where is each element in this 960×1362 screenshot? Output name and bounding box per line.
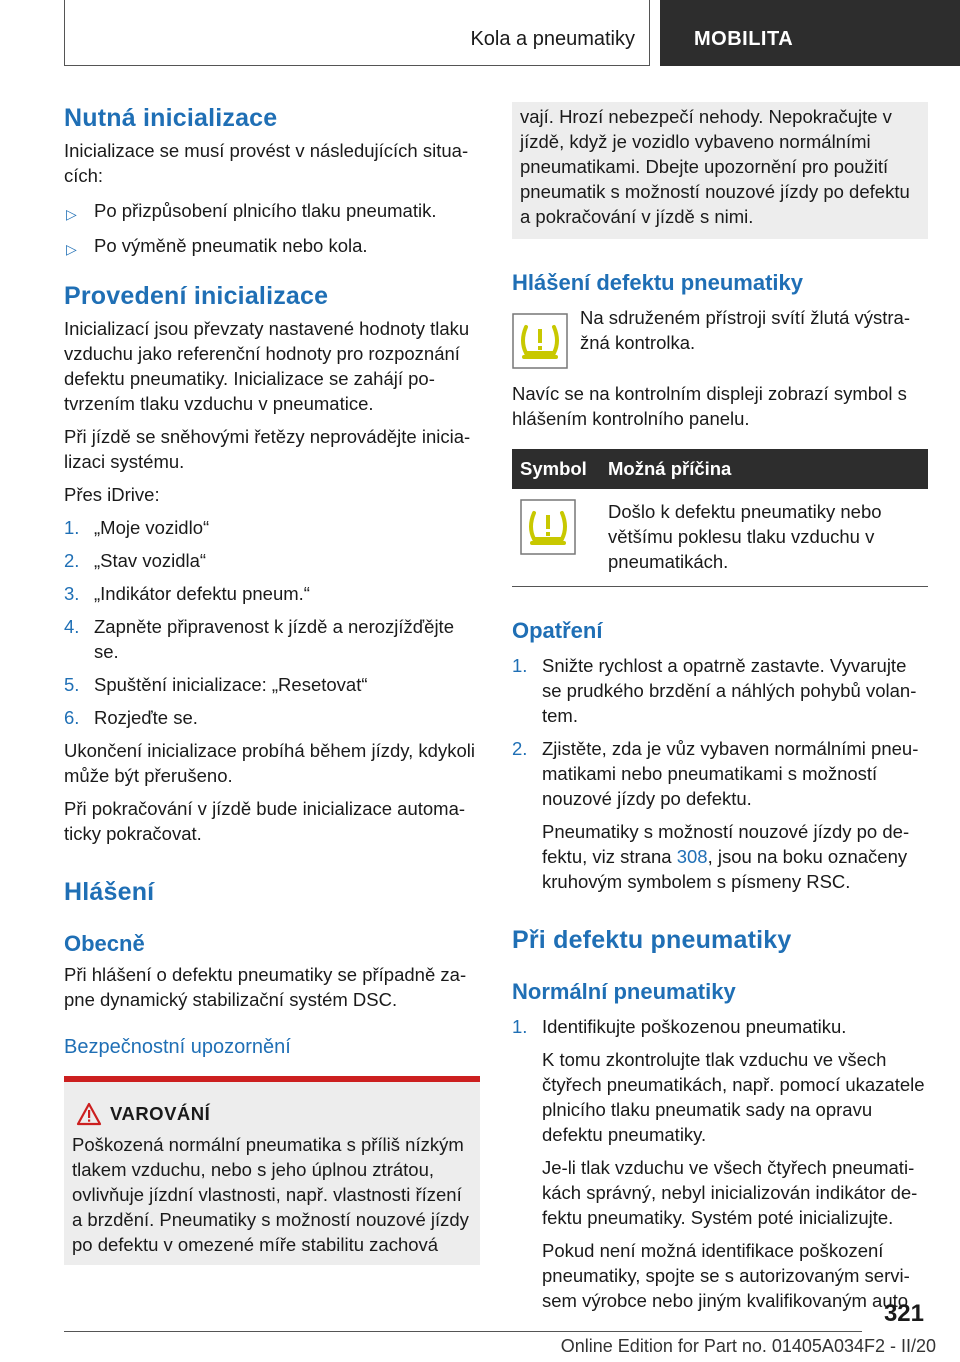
table-header-row bbox=[512, 449, 928, 489]
table-cell-symbol bbox=[512, 489, 600, 587]
header-section-box bbox=[64, 0, 650, 66]
heading-pri-defektu: Při defektu pneumatiky bbox=[512, 926, 792, 954]
list-item: 2. „Stav vozidla“ bbox=[64, 550, 207, 571]
tire-pressure-warning-icon bbox=[520, 499, 576, 555]
paragraph: Při hlášení o defektu pneumatiky se případně zapne dynamický stabilizační systém DSC. bbox=[64, 964, 467, 1010]
symbol-table bbox=[512, 449, 928, 587]
table-header-cause: Možná příčina bbox=[600, 449, 928, 489]
heading-bezpecnostni-upozorneni: Bezpečnostní upozornění bbox=[64, 1036, 291, 1058]
page-header bbox=[64, 0, 960, 66]
paragraph: Ukončení inicializace probíhá během jízdy, kdykoli může být přerušeno. bbox=[64, 740, 475, 786]
heading-hlaseni-defektu: Hlášení defektu pneumatiky bbox=[512, 270, 803, 295]
step-subtext: Pneumatiky s možností nouzové jízdy po defektu, viz strana 308, jsou na boku označeny kruhovým symbolem s písmeny RSC. bbox=[542, 821, 910, 892]
idrive-steps bbox=[64, 515, 480, 730]
paragraph: Přes iDrive: bbox=[64, 484, 160, 505]
list-item: 3. „Indikátor defektu pneum.“ bbox=[64, 583, 310, 604]
heading-nutna-inicializace: Nutná inicializace bbox=[64, 104, 278, 132]
header-chapter-label: MOBILITA bbox=[660, 0, 960, 66]
paragraph: Inicializací jsou převzaty nastavené hodnoty tlaku vzduchu jako referenční hodnoty pro rozpoznání defektu pneumatiky. Inicializace se zahájí potvrzením tlaku vzduchu v pneumatice. bbox=[64, 318, 470, 414]
triangle-bullet-icon: ▷ bbox=[66, 241, 77, 257]
header-section-title: Kola a pneumatiky bbox=[470, 28, 635, 50]
warning-text: Poškozená normální pneumatika s příliš nízkým tlakem vzduchu, nebo s jeho úplnou ztrátou, ovlivňuje jízdní vlastnosti, např. vlastnosti řízení a brzdění. Pneumatiky s možností nouzové jízdy po defektu v omezené míře stabilitu zachová bbox=[72, 1134, 469, 1255]
list-item: 4. Zapněte připravenost k jízdě a nerozjížďějte se. bbox=[64, 616, 454, 662]
warning-lamp-row bbox=[512, 305, 928, 369]
warning-title: VAROVÁNÍ bbox=[72, 1102, 472, 1126]
list-item: 6. Rozjeďte se. bbox=[64, 707, 198, 728]
step-subtext: K tomu zkontrolujte tlak vzduchu ve všech čtyřech pneumatikách, např. pomocí ukazatele plnicího tlaku pneumatik sady na opravu defektu pneumatiky. bbox=[542, 1049, 925, 1145]
page-number: 321 bbox=[883, 1300, 924, 1327]
step-subtext: Pokud není možná identifikace poškození pneumatiky, spojte se s autorizovaným servisem výrobce nebo jiným kvalifikovaným auto bbox=[542, 1240, 910, 1311]
heading-hlaseni: Hlášení bbox=[64, 878, 155, 906]
left-column bbox=[64, 102, 480, 1265]
table-row bbox=[512, 489, 928, 587]
heading-provedeni-inicializace: Provedení inicializace bbox=[64, 282, 329, 310]
heading-opatreni: Opatření bbox=[512, 618, 603, 643]
paragraph: Inicializace se musí provést v následujících situacích: bbox=[64, 140, 469, 186]
table-cell-cause: Došlo k defektu pneumatiky nebo většímu poklesu tlaku vzduchu v pneumatikách. bbox=[600, 489, 928, 587]
page-link[interactable]: 308 bbox=[676, 846, 708, 867]
right-column bbox=[512, 102, 928, 1313]
warning-triangle-icon bbox=[76, 1102, 102, 1126]
opatreni-steps bbox=[512, 653, 928, 894]
tire-pressure-warning-icon bbox=[512, 313, 568, 369]
table-header-symbol: Symbol bbox=[512, 449, 600, 489]
bullet-list bbox=[64, 198, 480, 258]
paragraph: Navíc se na kontrolním displeji zobrazí symbol s hlášením kontrolního panelu. bbox=[512, 383, 907, 429]
warning-box bbox=[64, 1076, 480, 1265]
heading-normalni-pneumatiky: Normální pneumatiky bbox=[512, 979, 736, 1004]
list-item: ▷ Po výměně pneumatik nebo kola. bbox=[64, 233, 480, 258]
list-item: 1. „Moje vozidlo“ bbox=[64, 517, 210, 538]
paragraph: Na sdruženém přístroji svítí žlutá výstražná kontrolka. bbox=[580, 307, 911, 353]
step-subtext: Je-li tlak vzduchu ve všech čtyřech pneumatikách správný, nebyl inicializován indikátor defektu pneumatiky. Systém poté inicializujte. bbox=[542, 1157, 918, 1228]
list-item: 1. Identifikujte poškozenou pneumatiku. K tomu zkontrolujte tlak vzduchu ve všech čtyřech pneumatikách, např. pomocí ukazatele plnicího tlaku pneumatik sady na opravu defektu pneumatiky. Je-li tlak vzduchu ve všech čtyřech pneumatikách správný, nebyl inicializován indikátor defektu pneumatiky. Systém poté inicializujte. Pokud není možná identifikace poškození pneumatiky, spojte se s autorizovaným servisem výrobce nebo jiným kvalifikovaným auto bbox=[512, 1014, 928, 1313]
heading-obecne: Obecně bbox=[64, 931, 145, 956]
paragraph: Při jízdě se sněhovými řetězy neprovádějte inicializaci systému. bbox=[64, 426, 471, 472]
list-item: 5. Spuštění inicializace: „Resetovat“ bbox=[64, 674, 368, 695]
triangle-bullet-icon: ▷ bbox=[66, 206, 77, 222]
defekt-steps bbox=[512, 1014, 928, 1313]
list-item: 2. Zjistěte, zda je vůz vybaven normálními pneumatikami nebo pneumatikami s možností nouzové jízdy po defektu. Pneumatiky s možností nouzové jízdy po defektu, viz strana 308, jsou na boku označeny kruhovým symbolem s písmeny RSC. bbox=[512, 736, 928, 894]
warning-box-continued: vají. Hrozí nebezpečí nehody. Nepokračujte v jízdě, když je vozidlo vybaveno normálními pneumatikami. Dbejte upozornění pro použití pneumatik s možností nouzové jízdy po defektu a pokračování v jízdě s nimi. bbox=[512, 102, 928, 239]
list-item: ▷ Po přizpůsobení plnicího tlaku pneumatik. bbox=[64, 198, 480, 223]
footer-divider bbox=[64, 1331, 862, 1332]
edition-note: Online Edition for Part no. 01405A034F2 - II/20 bbox=[560, 1336, 936, 1356]
paragraph: Při pokračování v jízdě bude inicializace automaticky pokračovat. bbox=[64, 798, 466, 844]
list-item: 1. Snižte rychlost a opatrně zastavte. Vyvarujte se prudkého brzdění a náhlých pohybů volantem. bbox=[512, 655, 917, 726]
